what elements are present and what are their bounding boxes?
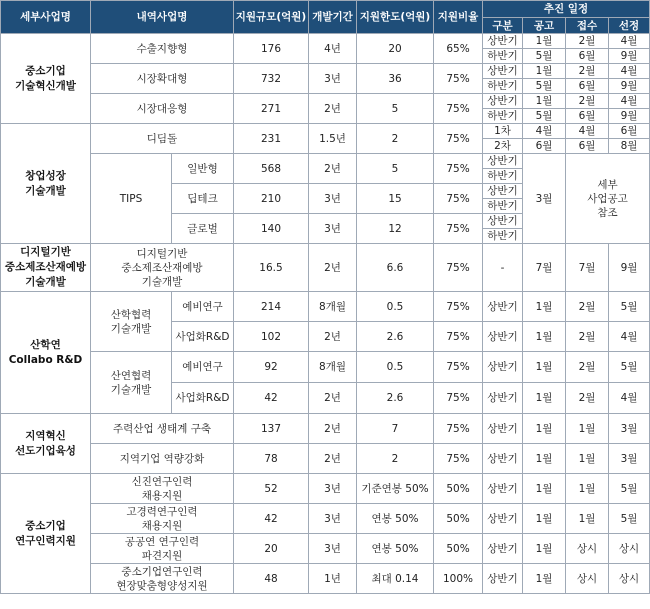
biz-name: 중소기업 연구인력지원 <box>1 474 91 594</box>
limit-cell: 2.6 <box>357 383 434 414</box>
header-biz: 세부사업명 <box>1 1 91 34</box>
select-cell: 3월 <box>609 414 650 444</box>
receipt-cell: 2월 <box>566 352 609 383</box>
period-cell: 3년 <box>309 534 357 564</box>
select-cell: 4월 <box>609 34 650 49</box>
notice-cell: 1월 <box>523 444 566 474</box>
gubun-cell: 상반기 <box>483 383 523 414</box>
limit-cell: 6.6 <box>357 244 434 292</box>
ratio-cell: 75% <box>434 292 483 322</box>
notice-cell: 7월 <box>523 244 566 292</box>
gubun-cell: 상반기 <box>483 534 523 564</box>
header-detail: 내역사업명 <box>91 1 234 34</box>
header-budget: 지원규모(억원) <box>234 1 309 34</box>
header-limit: 지원한도(억원) <box>357 1 434 34</box>
receipt-cell: 상시 <box>566 564 609 594</box>
receipt-cell: 7월 <box>566 244 609 292</box>
gubun-cell: 하반기 <box>483 49 523 64</box>
notice-cell: 1월 <box>523 34 566 49</box>
period-cell: 2년 <box>309 244 357 292</box>
ratio-cell: 75% <box>434 154 483 184</box>
select-cell: 상시 <box>609 534 650 564</box>
budget-cell: 140 <box>234 214 309 244</box>
detail-name: 시장대응형 <box>91 94 234 124</box>
period-cell: 3년 <box>309 64 357 94</box>
header-gubun: 구분 <box>483 18 523 34</box>
header-select: 선정 <box>609 18 650 34</box>
detail-name: 신진연구인력 채용지원 <box>91 474 234 504</box>
biz-name: 창업성장 기술개발 <box>1 124 91 244</box>
gubun-cell: 상반기 <box>483 34 523 49</box>
ratio-cell: 50% <box>434 534 483 564</box>
budget-cell: 78 <box>234 444 309 474</box>
header-schedule: 추진 일정 <box>483 1 650 18</box>
gubun-cell: 1차 <box>483 124 523 139</box>
ratio-cell: 50% <box>434 504 483 534</box>
period-cell: 3년 <box>309 474 357 504</box>
gubun-cell: 하반기 <box>483 229 523 244</box>
select-cell: 5월 <box>609 352 650 383</box>
limit-cell: 최대 0.14 <box>357 564 434 594</box>
budget-cell: 16.5 <box>234 244 309 292</box>
gubun-cell: 상반기 <box>483 94 523 109</box>
receipt-cell: 1월 <box>566 474 609 504</box>
limit-cell: 36 <box>357 64 434 94</box>
ratio-cell: 75% <box>434 352 483 383</box>
limit-cell: 15 <box>357 184 434 214</box>
gubun-cell: 상반기 <box>483 564 523 594</box>
notice-cell: 1월 <box>523 414 566 444</box>
gubun-cell: 상반기 <box>483 322 523 352</box>
budget-cell: 92 <box>234 352 309 383</box>
budget-cell: 137 <box>234 414 309 444</box>
detail-name: 일반형 <box>172 154 234 184</box>
notice-cell: 5월 <box>523 49 566 64</box>
period-cell: 2년 <box>309 414 357 444</box>
sub-category: 산연협력 기술개발 <box>91 352 172 414</box>
receipt-cell: 6월 <box>566 109 609 124</box>
period-cell: 4년 <box>309 34 357 64</box>
period-cell: 2년 <box>309 383 357 414</box>
biz-name: 지역혁신 선도기업육성 <box>1 414 91 474</box>
receipt-cell: 2월 <box>566 94 609 109</box>
budget-cell: 42 <box>234 504 309 534</box>
detail-name: 예비연구 <box>172 292 234 322</box>
select-cell: 8월 <box>609 139 650 154</box>
select-cell: 4월 <box>609 64 650 79</box>
ratio-cell: 75% <box>434 244 483 292</box>
gubun-cell: 상반기 <box>483 64 523 79</box>
detail-name: 예비연구 <box>172 352 234 383</box>
period-cell: 8개월 <box>309 352 357 383</box>
tips-label: TIPS <box>91 154 172 244</box>
receipt-cell: 1월 <box>566 504 609 534</box>
limit-cell: 연봉 50% <box>357 534 434 564</box>
detail-name: 주력산업 생태계 구축 <box>91 414 234 444</box>
ratio-cell: 75% <box>434 444 483 474</box>
ratio-cell: 75% <box>434 383 483 414</box>
detail-name: 수출지향형 <box>91 34 234 64</box>
detail-name: 시장확대형 <box>91 64 234 94</box>
gubun-cell: 상반기 <box>483 184 523 199</box>
limit-cell: 0.5 <box>357 352 434 383</box>
notice-cell: 1월 <box>523 383 566 414</box>
gubun-cell: 상반기 <box>483 444 523 474</box>
gubun-cell: 상반기 <box>483 154 523 169</box>
ratio-cell: 65% <box>434 34 483 64</box>
period-cell: 1년 <box>309 564 357 594</box>
select-cell: 4월 <box>609 322 650 352</box>
select-cell: 4월 <box>609 383 650 414</box>
receipt-cell: 1월 <box>566 414 609 444</box>
receipt-cell: 2월 <box>566 322 609 352</box>
budget-cell: 231 <box>234 124 309 154</box>
select-cell: 3월 <box>609 444 650 474</box>
gubun-cell: - <box>483 244 523 292</box>
ratio-cell: 75% <box>434 414 483 444</box>
limit-cell: 2.6 <box>357 322 434 352</box>
receipt-cell: 2월 <box>566 34 609 49</box>
receipt-cell: 6월 <box>566 49 609 64</box>
period-cell: 2년 <box>309 322 357 352</box>
period-cell: 1.5년 <box>309 124 357 154</box>
gubun-cell: 상반기 <box>483 292 523 322</box>
budget-cell: 214 <box>234 292 309 322</box>
detail-name: 사업화R&D <box>172 383 234 414</box>
select-cell: 9월 <box>609 109 650 124</box>
notice-cell: 6월 <box>523 139 566 154</box>
notice-cell: 1월 <box>523 534 566 564</box>
gubun-cell: 하반기 <box>483 79 523 94</box>
budget-cell: 732 <box>234 64 309 94</box>
period-cell: 2년 <box>309 444 357 474</box>
detail-name: 글로벌 <box>172 214 234 244</box>
ratio-cell: 75% <box>434 64 483 94</box>
select-cell: 9월 <box>609 244 650 292</box>
limit-cell: 기준연봉 50% <box>357 474 434 504</box>
receipt-cell: 6월 <box>566 79 609 94</box>
select-cell: 5월 <box>609 292 650 322</box>
budget-cell: 568 <box>234 154 309 184</box>
budget-cell: 210 <box>234 184 309 214</box>
gubun-cell: 하반기 <box>483 169 523 184</box>
budget-cell: 52 <box>234 474 309 504</box>
period-cell: 3년 <box>309 184 357 214</box>
budget-cell: 102 <box>234 322 309 352</box>
gubun-cell: 상반기 <box>483 352 523 383</box>
select-cell: 5월 <box>609 474 650 504</box>
period-cell: 8개월 <box>309 292 357 322</box>
detail-name: 디지털기반 중소제조산재예방 기술개발 <box>91 244 234 292</box>
notice-cell: 5월 <box>523 79 566 94</box>
tips-schedule-note: 세부 사업공고 참조 <box>566 154 650 244</box>
budget-cell: 271 <box>234 94 309 124</box>
gubun-cell: 하반기 <box>483 109 523 124</box>
notice-cell: 1월 <box>523 352 566 383</box>
budget-cell: 20 <box>234 534 309 564</box>
detail-name: 사업화R&D <box>172 322 234 352</box>
receipt-cell: 4월 <box>566 124 609 139</box>
limit-cell: 20 <box>357 34 434 64</box>
period-cell: 3년 <box>309 504 357 534</box>
notice-cell: 1월 <box>523 504 566 534</box>
gubun-cell: 상반기 <box>483 504 523 534</box>
limit-cell: 12 <box>357 214 434 244</box>
gubun-cell: 상반기 <box>483 414 523 444</box>
limit-cell: 5 <box>357 94 434 124</box>
header-notice: 공고 <box>523 18 566 34</box>
period-cell: 3년 <box>309 214 357 244</box>
biz-name: 디지털기반 중소제조산재예방 기술개발 <box>1 244 91 292</box>
gubun-cell: 하반기 <box>483 199 523 214</box>
gubun-cell: 2차 <box>483 139 523 154</box>
notice-cell: 1월 <box>523 564 566 594</box>
budget-cell: 48 <box>234 564 309 594</box>
limit-cell: 7 <box>357 414 434 444</box>
period-cell: 2년 <box>309 94 357 124</box>
biz-name: 산학연 Collabo R&D <box>1 292 91 414</box>
limit-cell: 2 <box>357 444 434 474</box>
ratio-cell: 75% <box>434 322 483 352</box>
receipt-cell: 상시 <box>566 534 609 564</box>
select-cell: 9월 <box>609 79 650 94</box>
select-cell: 4월 <box>609 94 650 109</box>
header-ratio: 지원비율 <box>434 1 483 34</box>
notice-cell: 3월 <box>523 154 566 244</box>
detail-name: 중소기업연구인력 현장맞춤형양성지원 <box>91 564 234 594</box>
select-cell: 9월 <box>609 49 650 64</box>
select-cell: 상시 <box>609 564 650 594</box>
budget-cell: 176 <box>234 34 309 64</box>
receipt-cell: 2월 <box>566 64 609 79</box>
receipt-cell: 1월 <box>566 444 609 474</box>
header-receipt: 접수 <box>566 18 609 34</box>
notice-cell: 4월 <box>523 124 566 139</box>
limit-cell: 0.5 <box>357 292 434 322</box>
detail-name: 디딤돌 <box>91 124 234 154</box>
select-cell: 6월 <box>609 124 650 139</box>
select-cell: 5월 <box>609 504 650 534</box>
receipt-cell: 2월 <box>566 292 609 322</box>
ratio-cell: 75% <box>434 184 483 214</box>
header-period: 개발기간 <box>309 1 357 34</box>
notice-cell: 1월 <box>523 474 566 504</box>
receipt-cell: 2월 <box>566 383 609 414</box>
period-cell: 2년 <box>309 154 357 184</box>
ratio-cell: 75% <box>434 214 483 244</box>
limit-cell: 연봉 50% <box>357 504 434 534</box>
notice-cell: 1월 <box>523 292 566 322</box>
detail-name: 고경력연구인력 채용지원 <box>91 504 234 534</box>
notice-cell: 1월 <box>523 322 566 352</box>
biz-name: 중소기업 기술혁신개발 <box>1 34 91 124</box>
detail-name: 지역기업 역량강화 <box>91 444 234 474</box>
limit-cell: 2 <box>357 124 434 154</box>
ratio-cell: 50% <box>434 474 483 504</box>
receipt-cell: 6월 <box>566 139 609 154</box>
notice-cell: 5월 <box>523 109 566 124</box>
gubun-cell: 상반기 <box>483 214 523 229</box>
budget-cell: 42 <box>234 383 309 414</box>
notice-cell: 1월 <box>523 94 566 109</box>
notice-cell: 1월 <box>523 64 566 79</box>
limit-cell: 5 <box>357 154 434 184</box>
ratio-cell: 75% <box>434 94 483 124</box>
detail-name: 딥테크 <box>172 184 234 214</box>
gubun-cell: 상반기 <box>483 474 523 504</box>
detail-name: 공공연 연구인력 파견지원 <box>91 534 234 564</box>
ratio-cell: 100% <box>434 564 483 594</box>
sub-category: 산학협력 기술개발 <box>91 292 172 352</box>
ratio-cell: 75% <box>434 124 483 154</box>
